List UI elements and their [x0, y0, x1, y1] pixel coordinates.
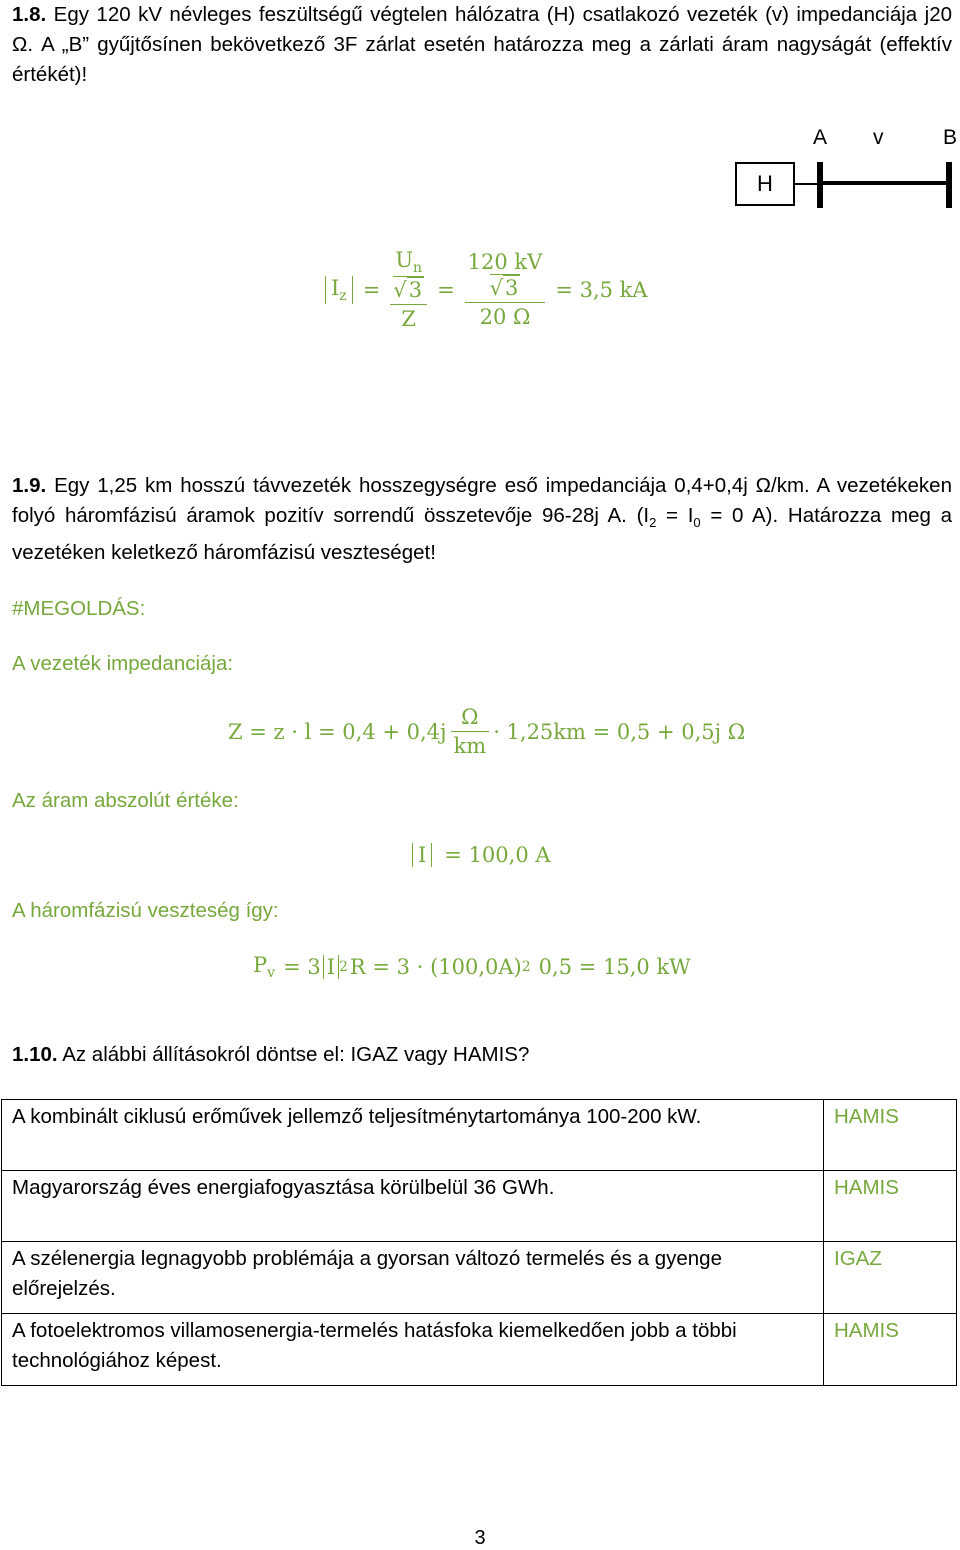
network-h-label: H: [757, 171, 773, 196]
table-row: [2, 1100, 957, 1171]
true-false-table: [1, 1099, 957, 1386]
network-h-box: [735, 162, 795, 206]
fraction-values: 120 kV √3 20 Ω: [465, 250, 546, 329]
table-row: [2, 1314, 957, 1386]
statement-cell: A kombinált ciklusú erőművek jellemző teljesítménytartománya 100-200 kW.: [2, 1100, 824, 1171]
page-number: 3: [474, 1527, 486, 1549]
result: = 3,5 kA: [555, 277, 648, 302]
problem-1-10: 1.10. Az alábbi állításokról döntse el: IGAZ vagy HAMIS?: [12, 1043, 530, 1066]
equation-loss: $P_v$ = 3 I 2 R = 3 · (100,0A) 2 0,5 = 15,0 kW: [253, 953, 691, 982]
problem-1-9: 1.9. Egy 1,25 km hosszú távvezeték hosszegységre eső impedanciája 0,4+0,4j Ω/km. A vezetékeken folyó háromfázisú áramok pozitív sorrendű összetevője 96-28j A. ($I_2 = I_0 = 0$ A). Határozza meg a vezetéken keletkező háromfázisú veszteséget!: [12, 474, 952, 565]
abs-value: $I_z$: [325, 276, 353, 304]
loss-label: A háromfázisú veszteség így:: [12, 899, 279, 922]
table-row: [2, 1242, 957, 1314]
answer-cell: HAMIS: [824, 1314, 957, 1386]
equation-short-circuit-current: $I_z$ = $U_n$ √3 Z = 120 kV √3 20 Ω = 3,5 kA: [325, 248, 648, 331]
statement-cell: A fotoelektromos villamosenergia-termelés hatásfoka kiemelkedően jobb a többi technológiához képest.: [2, 1314, 824, 1386]
answer-cell: IGAZ: [824, 1242, 957, 1314]
problem-1-8: [12, 0, 952, 90]
bus-a-label: A: [813, 126, 828, 149]
answer-cell: HAMIS: [824, 1171, 957, 1242]
equation-impedance: Z = z · l = 0,4 + 0,4j $\frac{\Omega}{km}$ · 1,25km = 0,5 + 0,5j Ω: [228, 705, 746, 758]
busbar-a: [817, 162, 823, 208]
problem-number: 1.8.: [12, 3, 47, 26]
impedance-label: A vezeték impedanciája:: [12, 652, 234, 675]
bus-b-label: B: [943, 126, 958, 149]
busbar-b: [946, 162, 952, 208]
current-label: Az áram abszolút értéke:: [12, 789, 239, 812]
statement-cell: A szélenergia legnagyobb problémája a gyorsan változó termelés és a gyenge előrejelzés.: [2, 1242, 824, 1314]
table-row: [2, 1171, 957, 1242]
statement-cell: Magyarország éves energiafogyasztása körülbelül 36 GWh.: [2, 1171, 824, 1242]
solution-heading: #MEGOLDÁS:: [12, 597, 146, 620]
equation-current: I = 100,0 A: [412, 843, 551, 867]
fraction-un-z: $U_n$ √3 Z: [390, 248, 427, 331]
line-v: [823, 181, 947, 185]
problem-number: 1.9.: [12, 474, 47, 497]
problem-text: Egy 120 kV névleges feszültségű végtelen hálózatra (H) csatlakozó vezeték (v) impedanciája j20 Ω. A „B” gyűjtősínen bekövetkező 3F zárlat esetén határozza meg a zárlati áram nagyságát (effektív értékét)!: [12, 3, 953, 86]
circuit-diagram: [735, 122, 960, 214]
line-v-label: v: [873, 126, 884, 149]
answer-cell: HAMIS: [824, 1100, 957, 1171]
connector-line: [795, 183, 817, 185]
problem-number: 1.10.: [12, 1043, 58, 1066]
